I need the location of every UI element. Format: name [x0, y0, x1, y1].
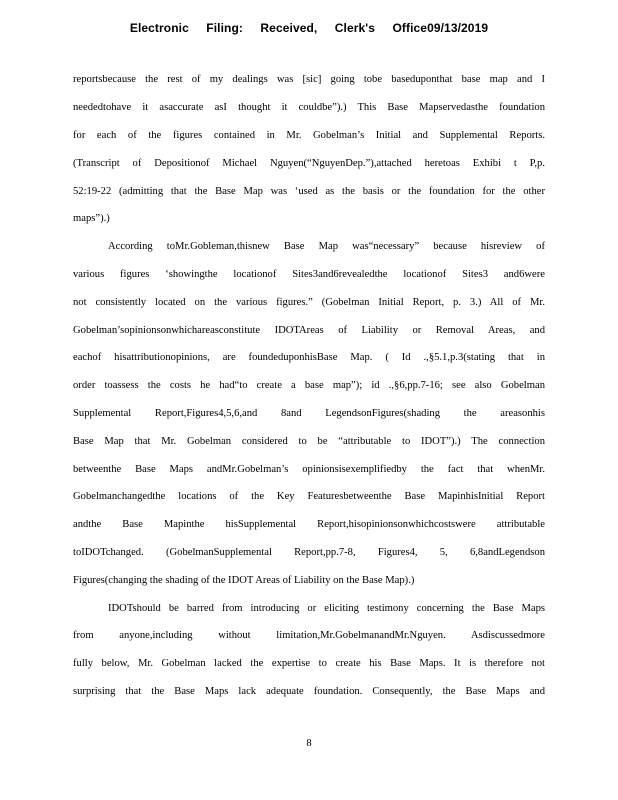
text-line: order toassess the costs he had“to create a base map”); id .,§6,pp.7-16; see also Gobelman: [73, 380, 545, 391]
text-line: reportsbecause the rest of my dealings was [sic] going tobe baseduponthat base map and I: [73, 74, 545, 85]
paragraph-first-line: IDOTshould be barred from introducing or eliciting testimony concerning the Base Maps: [108, 603, 545, 614]
text-line: andthe Base Mapinthe hisSupplemental Report,hisopinionsonwhichcostswere attributable: [73, 519, 545, 530]
text-line: fully below, Mr. Gobelman lacked the expertise to create his Base Maps. It is therefore not: [73, 658, 545, 669]
text-line: for each of the figures contained in Mr. Gobelman’s Initial and Supplemental Reports.: [73, 130, 545, 141]
text-line: betweenthe Base Maps andMr.Gobelman’s opinionsisexemplifiedby the fact that whenMr.: [73, 464, 545, 475]
text-line: Base Map that Mr. Gobelman considered to be “attributable to IDOT”).) The connection: [73, 436, 545, 447]
text-line: from anyone,including without limitation,Mr.GobelmanandMr.Nguyen. Asdiscussedmore: [73, 630, 545, 641]
text-line: toIDOTchanged. (GobelmanSupplemental Report,pp.7-8, Figures4, 5, 6,8andLegendson: [73, 547, 545, 558]
text-line: Gobelman’sopinionsonwhichareasconstitute IDOTAreas of Liability or Removal Areas, and: [73, 325, 545, 336]
text-line: not consistently located on the various figures.” (Gobelman Initial Report, p. 3.) All of Mr.: [73, 297, 545, 308]
filing-header: Electronic Filing: Received, Clerk's Office09/13/2019: [129, 21, 489, 35]
text-line: maps”).): [73, 213, 110, 224]
text-line: eachof hisattributionopinions, are foundeduponhisBase Map. ( Id .,§5.1,p.3(stating that in: [73, 352, 545, 363]
text-line: surprising that the Base Maps lack adequate foundation. Consequently, the Base Maps and: [73, 686, 545, 697]
text-line: Supplemental Report,Figures4,5,6,and 8and LegendsonFigures(shading the areasonhis: [73, 408, 545, 419]
text-line: Gobelmanchangedthe locations of the Key Featuresbetweenthe Base MapinhisInitial Report: [73, 491, 545, 502]
text-line: 52:19-22 (admitting that the Base Map was ‘used as the basis or the foundation for the other: [73, 186, 545, 197]
page-number: 8: [306, 738, 312, 749]
text-line: various figures ‘showingthe locationof Sites3and6revealedthe locationof Sites3 and6were: [73, 269, 545, 280]
text-line: (Transcript of Depositionof Michael Nguyen(“NguyenDep.”),attached heretoas Exhibi t P,p.: [73, 158, 545, 169]
text-line: neededtohave it asaccurate asI thought it couldbe”).) This Base Mapservedasthe foundation: [73, 102, 545, 113]
paragraph-first-line: According toMr.Gobleman,thisnew Base Map was“necessary” because hisreview of: [108, 241, 545, 252]
text-line: Figures(changing the shading of the IDOT Areas of Liability on the Base Map).): [73, 575, 415, 586]
